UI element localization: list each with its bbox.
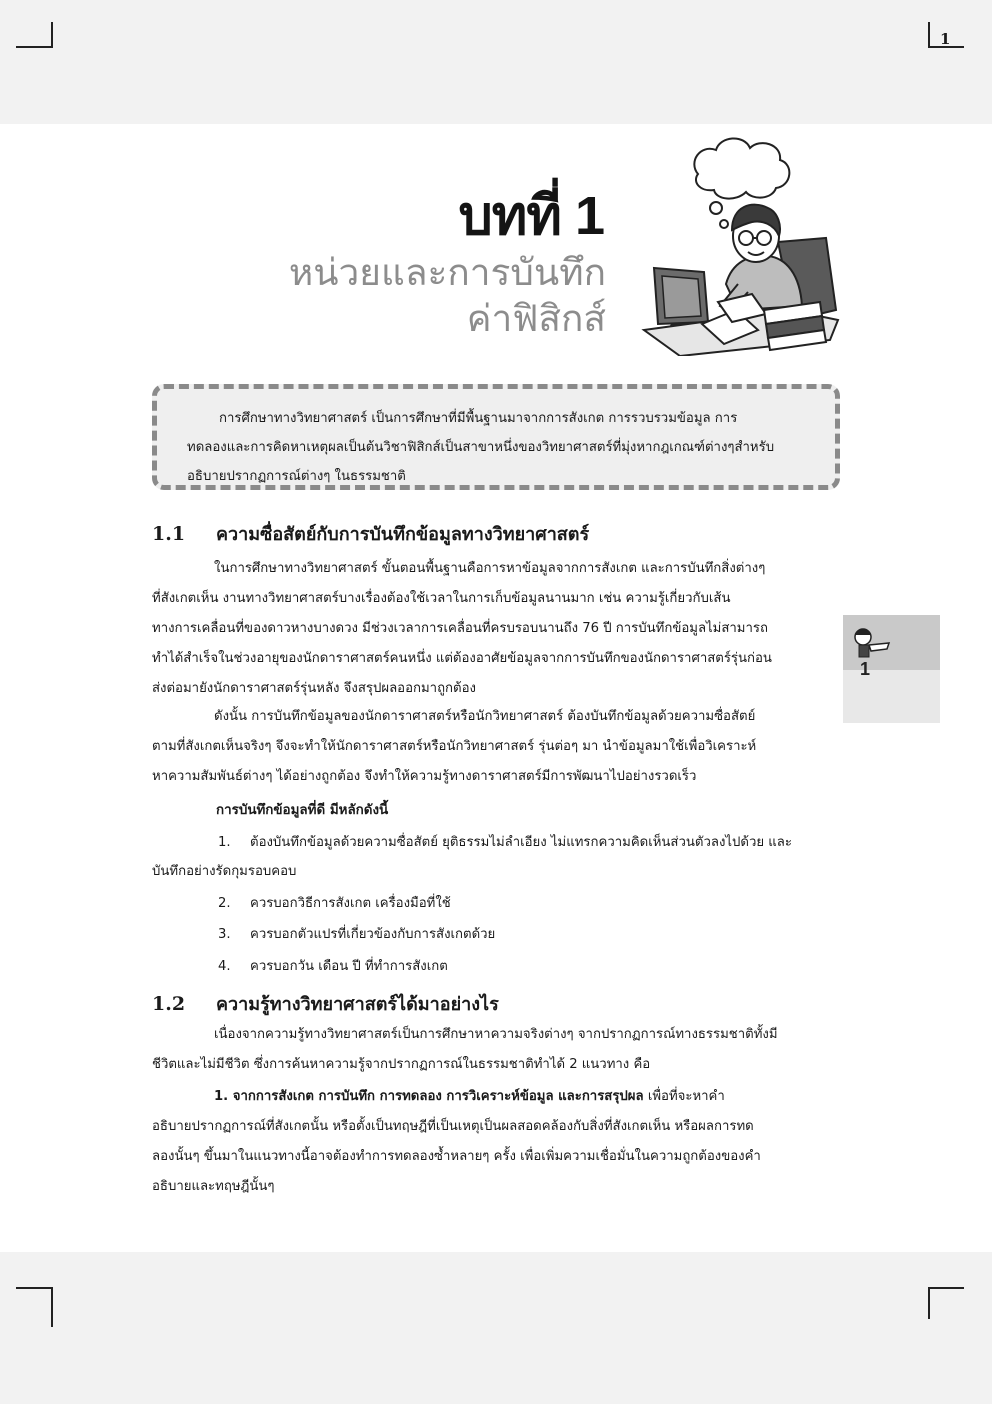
section-number: 1.1 bbox=[152, 523, 186, 545]
chapter-subtitle-line2: ค่าฟิสิกส์ bbox=[466, 298, 606, 339]
section-heading bbox=[152, 992, 499, 1017]
intro-line: ทดลองและการคิดหาเหตุผลเป็นต้นวิชาฟิสิกส์เป็นสาขาหนึ่งของวิทยาศาสตร์ที่มุ่งหากฎเกณฑ์ต่างๆสำหรับ bbox=[187, 440, 775, 455]
list-item-number: 2. bbox=[218, 896, 231, 911]
paragraph-line: ดังนั้น การบันทึกข้อมูลของนักดาราศาสตร์หรือนักวิทยาศาสตร์ ต้องบันทึกข้อมูลด้วยความซื่อสัตย์ bbox=[214, 709, 756, 724]
list-item-text: ควรบอกตัวแปรที่เกี่ยวข้องกับการสังเกตด้วย bbox=[250, 927, 496, 942]
principles-heading: การบันทึกข้อมูลที่ดี มีหลักดังนี้ bbox=[216, 803, 389, 818]
list-item-number: 3. bbox=[218, 927, 231, 942]
point-bold-text: 1. จากการสังเกต การบันทึก การทดลอง การวิเคราะห์ข้อมูล และการสรุปผล bbox=[214, 1089, 644, 1104]
list-item-text: ต้องบันทึกข้อมูลด้วยความซื่อสัตย์ ยุติธรรมไม่ลำเอียง ไม่แทรกความคิดเห็นส่วนตัวลงไปด้วย และ bbox=[250, 835, 792, 850]
list-item-text: ควรบอกวัน เดือน ปี ที่ทำการสังเกต bbox=[250, 959, 448, 974]
list-item bbox=[218, 955, 448, 976]
crop-mark-top-left bbox=[16, 46, 52, 48]
page-number: 1 bbox=[940, 30, 951, 48]
paragraph bbox=[152, 1082, 842, 1202]
section-heading bbox=[152, 522, 589, 547]
paragraph-line: ลองนั้นๆ ขึ้นมาในแนวทางนี้อาจต้องทำการทดลองซ้ำหลายๆ ครั้ง เพื่อเพิ่มความเชื่อมั่นในความถูกต้องของคำ bbox=[152, 1149, 761, 1164]
chapter-subtitle bbox=[289, 250, 606, 342]
crop-mark-bottom-left bbox=[16, 1287, 52, 1289]
list-item-continuation: บันทึกอย่างรัดกุมรอบคอบ bbox=[152, 864, 297, 879]
paragraph-line: ทำได้สำเร็จในช่วงอายุของนักดาราศาสตร์คนหนึ่ง แต่ต้องอาศัยข้อมูลจากการบันทึกของนักดาราศาสตร์รุ่นก่อน bbox=[152, 651, 772, 666]
intro-line: การศึกษาทางวิทยาศาสตร์ เป็นการศึกษาที่มีพื้นฐานมาจากการสังเกต การรวบรวมข้อมูล การ bbox=[219, 411, 738, 426]
paragraph bbox=[152, 554, 842, 704]
section-title: ความรู้ทางวิทยาศาสตร์ได้มาอย่างไร bbox=[216, 994, 499, 1015]
paragraph-line: อธิบายปรากฏการณ์ที่สังเกตนั้น หรือตั้งเป็นทฤษฎีที่เป็นเหตุเป็นผลสอดคล้องกับสิ่งที่สังเกตเห็น หรือผลการทด bbox=[152, 1119, 754, 1134]
crop-mark-bottom-right bbox=[928, 1287, 964, 1289]
paragraph-line: อธิบายและทฤษฎีนั้นๆ bbox=[152, 1179, 275, 1194]
crop-mark-bottom-right-v bbox=[928, 1287, 930, 1319]
intro-box bbox=[152, 384, 840, 490]
side-tab-number: 1 bbox=[860, 659, 871, 679]
man-at-desk-illustration bbox=[640, 134, 840, 356]
list-item-text: ควรบอกวิธีการสังเกต เครื่องมือที่ใช้ bbox=[250, 896, 451, 911]
paragraph-line: ที่สังเกตเห็น งานทางวิทยาศาสตร์บางเรื่องต้องใช้เวลาในการเก็บข้อมูลนานมาก เช่น ความรู้เกี่ยวกับเส้น bbox=[152, 591, 731, 606]
section-number: 1.2 bbox=[152, 993, 186, 1015]
paragraph-line: ทางการเคลื่อนที่ของดาวหางบางดวง มีช่วงเวลาการเคลื่อนที่ครบรอบนานถึง 76 ปี การบันทึกข้อมูลไม่สามารถ bbox=[152, 621, 768, 636]
paragraph-line: ชีวิตและไม่มีชีวิต ซึ่งการค้นหาความรู้จากปรากฏการณ์ในธรรมชาติทำได้ 2 แนวทาง คือ bbox=[152, 1057, 651, 1072]
paragraph-line: ในการศึกษาทางวิทยาศาสตร์ ขั้นตอนพื้นฐานคือการหาข้อมูลจากการสังเกต และการบันทึกสิ่งต่างๆ bbox=[214, 561, 766, 576]
paragraph-line: เนื่องจากความรู้ทางวิทยาศาสตร์เป็นการศึกษาหาความจริงต่างๆ จากปรากฏการณ์ทางธรรมชาติทั้งมี bbox=[214, 1027, 778, 1042]
paragraph-line bbox=[152, 1082, 842, 1112]
chapter-side-tab bbox=[843, 615, 940, 723]
list-item bbox=[218, 831, 792, 852]
section-title: ความซื่อสัตย์กับการบันทึกข้อมูลทางวิทยาศาสตร์ bbox=[216, 524, 590, 545]
intro-line: อธิบายปรากฏการณ์ต่างๆ ในธรรมชาติ bbox=[187, 469, 406, 484]
list-item bbox=[218, 923, 495, 944]
crop-mark-top-left-v bbox=[51, 22, 53, 48]
paragraph-line: ส่งต่อมายังนักดาราศาสตร์รุ่นหลัง จึงสรุปผลออกมาถูกต้อง bbox=[152, 681, 476, 696]
crop-mark-top-right-v bbox=[928, 22, 930, 48]
paragraph bbox=[152, 702, 842, 792]
crop-mark-bottom-left-v bbox=[51, 1287, 53, 1327]
list-item-number: 4. bbox=[218, 959, 231, 974]
cartoon-mascot-icon bbox=[849, 623, 893, 659]
list-item bbox=[218, 892, 451, 913]
point-text: เพื่อที่จะหาคำ bbox=[643, 1089, 725, 1104]
paragraph-line: หาความสัมพันธ์ต่างๆ ได้อย่างถูกต้อง จึงทำให้ความรู้ทางดาราศาสตร์มีการพัฒนาไปอย่างรวดเร็ว bbox=[152, 769, 697, 784]
paragraph-line: ตามที่สังเกตเห็นจริงๆ จึงจะทำให้นักดาราศาสตร์หรือนักวิทยาศาสตร์ รุ่นต่อๆ มา นำข้อมูลมาใช้เพื่อวิเคราะห์ bbox=[152, 739, 757, 754]
list-item-number: 1. bbox=[218, 835, 231, 850]
paragraph bbox=[152, 1020, 842, 1080]
chapter-title: บทที่ 1 bbox=[458, 186, 604, 246]
chapter-subtitle-line1: หน่วยและการบันทึก bbox=[288, 252, 606, 293]
